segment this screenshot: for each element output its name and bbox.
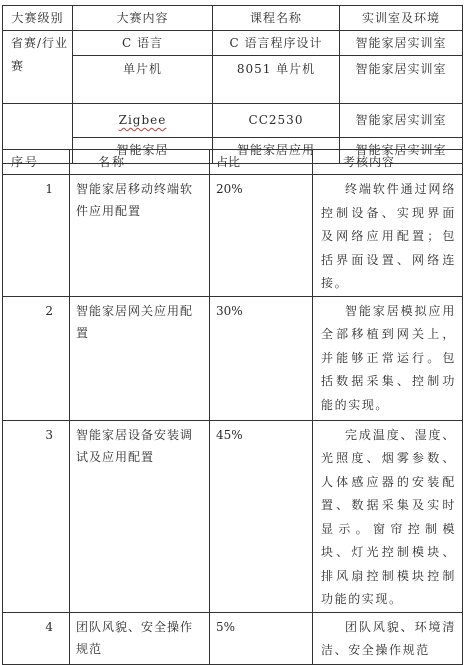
content-cell: C 语言 [73, 31, 213, 56]
header-content: 考核内容 [313, 150, 463, 175]
content-cell: 智能家居 [73, 138, 213, 164]
assessment-row [3, 175, 463, 297]
competition-table [2, 5, 463, 164]
assessment-header-row [3, 150, 463, 175]
zigbee-text: Zigbee [118, 113, 167, 127]
assessment-row [3, 420, 463, 612]
header-content: 大赛内容 [73, 6, 213, 31]
row-content: 团队风貌、环境清洁、安全操作规范 [313, 612, 463, 664]
lab-cell: 智能家居实训室 [340, 138, 463, 164]
assessment-table [2, 149, 463, 665]
lab-cell: 智能家居实训室 [340, 104, 463, 138]
course-cell: CC2530 [213, 104, 340, 138]
header-lab: 实训室及环境 [340, 6, 463, 31]
header-index: 序号 [3, 150, 70, 175]
row-index: 1 [3, 175, 70, 297]
row-name: 团队风貌、安全操作规范 [70, 612, 210, 664]
row-ratio: 45% [210, 420, 313, 612]
course-cell: C 语言程序设计 [213, 31, 340, 56]
course-cell: 8051 单片机 [213, 56, 340, 104]
row-ratio: 20% [210, 175, 313, 297]
assessment-row [3, 296, 463, 420]
row-ratio: 5% [210, 612, 313, 664]
header-course: 课程名称 [213, 6, 340, 31]
row-index: 4 [3, 612, 70, 664]
course-cell: 智能家居应用 [213, 138, 340, 164]
competition-row [3, 104, 463, 138]
level-cell-empty [3, 104, 73, 138]
row-ratio: 30% [210, 296, 313, 420]
row-name: 智能家居移动终端软件应用配置 [70, 175, 210, 297]
level-cell: 省赛/行业赛 [3, 31, 73, 104]
header-level: 大赛级别 [3, 6, 73, 31]
lab-cell: 智能家居实训室 [340, 56, 463, 104]
content-cell [73, 104, 213, 138]
content-cell: 单片机 [73, 56, 213, 104]
competition-row [3, 31, 463, 56]
row-name: 智能家居设备安装调试及应用配置 [70, 420, 210, 612]
row-content: 终端软件通过网络控制设备、实现界面及网络应用配置；包括界面设置、网络连接。 [313, 175, 463, 297]
row-name: 智能家居网关应用配置 [70, 296, 210, 420]
assessment-row [3, 612, 463, 664]
row-content: 智能家居模拟应用全部移植到网关上，并能够正常运行。包括数据采集、控制功能的实现。 [313, 296, 463, 420]
header-name: 名称 [70, 150, 210, 175]
row-content: 完成温度、湿度、光照度、烟雾参数、人体感应器的安装配置、数据采集及实时显示。窗帘控制模块、灯光控制模块、排风扇控制模块控制功能的实现。 [313, 420, 463, 612]
row-index: 3 [3, 420, 70, 612]
lab-cell: 智能家居实训室 [340, 31, 463, 56]
competition-header-row [3, 6, 463, 31]
header-ratio: 占比 [210, 150, 313, 175]
row-index: 2 [3, 296, 70, 420]
